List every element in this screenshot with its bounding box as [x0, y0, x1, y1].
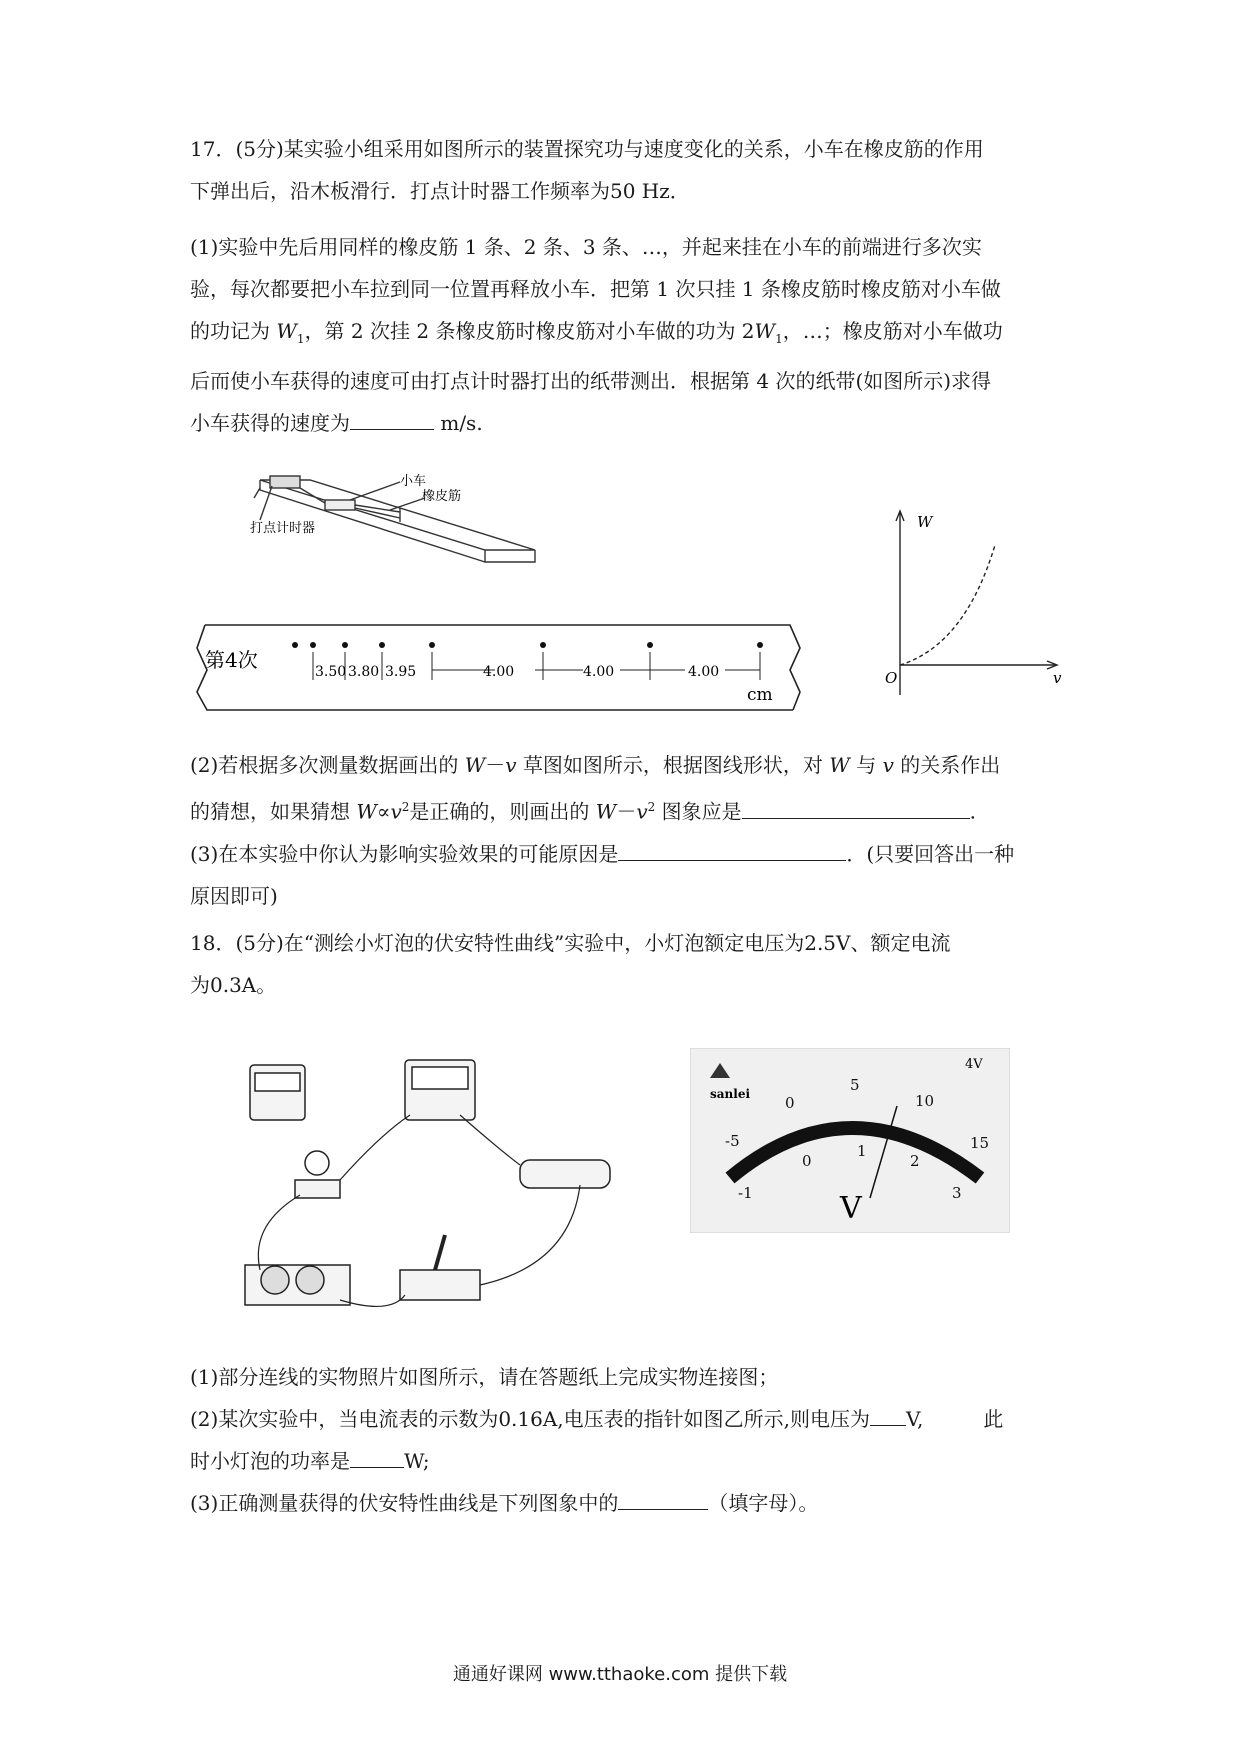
tape-seg-5: 4.00 [583, 664, 615, 680]
v-var: v [882, 753, 894, 777]
q17-p2-line2 [190, 786, 1060, 833]
v-var: v [636, 799, 648, 824]
q18-p2-line2 [190, 1440, 1060, 1482]
switch-lever [435, 1235, 445, 1270]
bulb-base [295, 1180, 340, 1198]
upper-tick-10: 10 [915, 1092, 935, 1110]
text: 此 [983, 1407, 1004, 1431]
w-var: W [829, 753, 850, 777]
text: W; [404, 1449, 430, 1473]
upper-tick-0: 0 [785, 1094, 795, 1112]
text: (3)在本实验中你认为影响实验效果的可能原因是 [190, 841, 619, 866]
q18-p1: (1)部分连线的实物照片如图所示，请在答题纸上完成实物连接图； [190, 1365, 779, 1389]
board-side [485, 550, 535, 562]
q17-part1 [190, 226, 1060, 444]
velocity-answer-blank[interactable] [350, 409, 434, 430]
tape-unit: cm [747, 685, 773, 705]
w-v-graph [855, 505, 1075, 705]
circuit-figure [240, 1055, 630, 1325]
footer: 通通好课网 www.tthaoke.com 提供下载 [452, 1664, 788, 1685]
text: V, [906, 1407, 924, 1431]
q17-p3-line2: 原因即可) [190, 883, 278, 908]
tape-seg-1: 3.50 [315, 664, 347, 680]
text: (2)若根据多次测量数据画出的 [190, 753, 465, 777]
text: － [616, 799, 637, 824]
switch-base [400, 1270, 480, 1300]
text: 图象应是 [655, 799, 742, 824]
v-var: v [390, 799, 402, 824]
reason-answer-blank[interactable] [618, 840, 846, 861]
q17-p1-line1: (1)实验中先后用同样的橡皮筋 1 条、2 条、3 条、…，并起来挂在小车的前端进行多次实 [190, 235, 982, 259]
w-var: W [464, 753, 486, 777]
text: 2 [401, 800, 410, 814]
rheostat-icon [520, 1160, 610, 1188]
text: ．(只要回答出一种 [846, 841, 1015, 866]
text: ，…；橡皮筋对小车做功 [782, 319, 1003, 343]
text: (3)正确测量获得的伏安特性曲线是下列图象中的 [190, 1491, 619, 1515]
text: 的功记为 [190, 319, 277, 343]
car-box [325, 500, 355, 510]
board-top [260, 480, 535, 550]
tape-seg-4: 4.00 [483, 664, 515, 680]
text: ∝ [376, 799, 391, 824]
label-timer: 打点计时器 [250, 521, 316, 536]
brand-logo: sanlei [710, 1087, 751, 1101]
label-rubber-band: 橡皮筋 [422, 489, 462, 504]
q17-p1-line3: 的功记为 $W_1$，第 2 次挂 2 条橡皮筋时橡皮筋对小车做的功为 $2W_1$，…；橡皮筋对小车做功 [190, 319, 1003, 346]
text: 的关系作出 [893, 753, 1001, 777]
q17-intro-line2: 下弹出后，沿木板滑行．打点计时器工作频率为50 Hz． [190, 179, 690, 203]
w-v-curve [900, 545, 995, 665]
tape-seg-3: 3.95 [385, 664, 417, 680]
x-axis-label: v [1053, 669, 1062, 687]
q17-p1-line2: 验，每次都要把小车拉到同一位置再释放小车．把第 1 次只挂 1 条橡皮筋时橡皮筋对小车做 [190, 277, 1001, 301]
tape-seg-2: 3.80 [348, 664, 380, 680]
tape-dots [292, 642, 763, 648]
graph-answer-blank[interactable] [742, 798, 970, 819]
voltmeter-dial-figure [690, 1048, 1010, 1233]
text: （填字母）。 [708, 1491, 819, 1515]
text: m/s. [434, 411, 483, 435]
q17-p3-line1 [190, 833, 1060, 875]
lower-tick-3: 3 [952, 1184, 962, 1202]
text: 时小灯泡的功率是 [190, 1449, 350, 1473]
upper-tick-5: 5 [850, 1076, 860, 1094]
w-var: W [754, 319, 776, 343]
text: 是正确的，则画出的 [409, 799, 596, 824]
y-axis-label: W [917, 513, 933, 531]
meter-unit: V [840, 1191, 862, 1226]
q17-intro [190, 128, 1060, 212]
w-var: W [595, 799, 617, 824]
tape-label: 第4次 [205, 648, 258, 672]
origin-label: O [885, 669, 898, 687]
q18-intro [190, 922, 1060, 1006]
power-answer-blank[interactable] [350, 1447, 404, 1468]
text: － [485, 753, 506, 777]
text: 草图如图所示，根据图线形状，对 [516, 753, 830, 777]
paper-tape-figure [195, 620, 805, 715]
lower-tick-1: 1 [857, 1142, 867, 1160]
text: 的猜想，如果猜想 [190, 799, 357, 824]
timer-box [270, 476, 300, 488]
q17-p1-line4: 后而使小车获得的速度可由打点计时器打出的纸带测出．根据第 4 次的纸带(如图所示)求得 [190, 369, 992, 393]
text: 2 [647, 800, 656, 814]
lower-tick-2: 2 [910, 1152, 920, 1170]
q17-p2-line1 [190, 744, 1060, 786]
w-var: W [356, 799, 377, 824]
bulb-icon [305, 1151, 329, 1175]
text: ，第 2 次挂 2 条橡皮筋时橡皮筋对小车做的功为 2 [304, 319, 755, 343]
label-car: 小车 [400, 474, 427, 489]
text: 小车获得的速度为 [190, 411, 350, 435]
text: . [969, 799, 977, 824]
apparatus-figure [250, 470, 550, 600]
lower-tick-0: 0 [802, 1152, 812, 1170]
text: 与 [849, 753, 883, 777]
w-var: W [276, 319, 297, 343]
q18-p2-line1 [190, 1398, 1060, 1440]
tape-seg-6: 4.00 [688, 664, 720, 680]
curve-answer-blank[interactable] [618, 1489, 708, 1510]
lower-tick--1: -1 [738, 1184, 753, 1202]
q17-part2-3 [190, 744, 1060, 917]
q18-parts [190, 1356, 1060, 1524]
voltage-answer-blank[interactable] [870, 1405, 906, 1426]
range-mark: 4V [965, 1057, 983, 1072]
q18-intro-line2: 为0.3A。 [190, 973, 277, 997]
upper-tick--5: -5 [725, 1132, 740, 1150]
q18-p3 [190, 1482, 1060, 1524]
upper-tick-15: 15 [970, 1134, 990, 1152]
q18-intro-line1: 18．(5分)在“测绘小灯泡的伏安特性曲线”实验中，小灯泡额定电压为2.5V、额定电流 [190, 931, 951, 955]
q17-p1-line5 [190, 402, 1060, 444]
text: (2)某次实验中，当电流表的示数为0.16A,电压表的指针如图乙所示,则电压为 [190, 1407, 871, 1431]
v-var: v [505, 753, 517, 777]
q17-intro-line1: 17．(5分)某实验小组采用如图所示的装置探究功与速度变化的关系，小车在橡皮筋的作用 [190, 137, 984, 161]
